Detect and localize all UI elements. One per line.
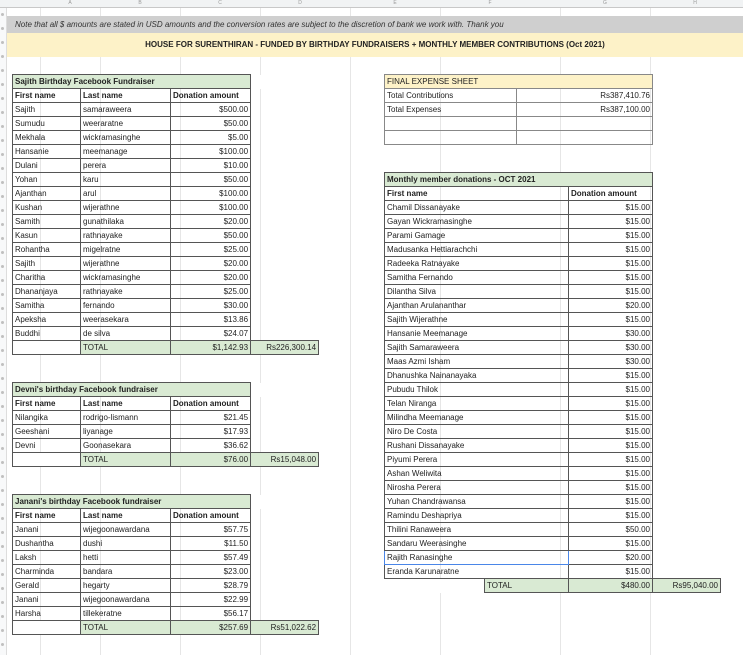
table-row (13, 257, 319, 271)
first-name-cell[interactable]: Dhananjaya (13, 285, 81, 299)
table-row (13, 187, 319, 201)
last-name-cell[interactable]: rathnayake (81, 285, 171, 299)
donation-amount-cell[interactable]: $57.49 (171, 551, 251, 565)
column-header-d[interactable]: D (298, 0, 302, 6)
donation-amount-cell[interactable]: $15.00 (569, 313, 653, 327)
first-name-cell[interactable]: Samith (13, 215, 81, 229)
disclaimer-note[interactable]: Note that all $ amounts are stated in USD amounts and the conversion rates are subject to the discretion of bank we work with. Thank you (7, 16, 743, 33)
row-marker (1, 615, 4, 618)
table-row (13, 271, 319, 285)
donation-amount-cell[interactable]: $50.00 (171, 229, 251, 243)
col-header-donation-amount[interactable]: Donation amount (171, 89, 251, 103)
last-name-cell[interactable]: wijegoonawardana (81, 593, 171, 607)
table-row (385, 299, 721, 313)
sajith-fundraiser-table (12, 74, 319, 355)
last-name-cell[interactable]: migelratne (81, 243, 171, 257)
last-name-cell[interactable]: liyanage (81, 425, 171, 439)
row-marker (1, 601, 4, 604)
donation-amount-cell[interactable]: $15.00 (569, 537, 653, 551)
donation-amount-cell[interactable]: $28.79 (171, 579, 251, 593)
table-row (385, 103, 653, 117)
donation-amount-cell[interactable]: $500.00 (171, 103, 251, 117)
row-marker (1, 461, 4, 464)
row-marker (1, 517, 4, 520)
col-header-first-name[interactable]: First name (13, 89, 81, 103)
sajith-rows (13, 103, 319, 341)
expense-label-cell[interactable]: Total Contributions (385, 89, 517, 103)
member-name-cell[interactable]: Samitha Fernando (385, 271, 569, 285)
last-name-cell[interactable]: wijegoonawardana (81, 523, 171, 537)
row-marker (1, 433, 4, 436)
donation-amount-cell[interactable]: $20.00 (171, 271, 251, 285)
row-marker (1, 125, 4, 128)
col-header-last-name[interactable]: Last name (81, 397, 171, 411)
total-label[interactable]: TOTAL (81, 621, 171, 635)
table-row (385, 467, 721, 481)
donation-amount-cell[interactable]: $23.00 (171, 565, 251, 579)
donation-amount-cell[interactable]: $50.00 (171, 173, 251, 187)
column-header-a[interactable]: A (68, 0, 72, 6)
table-row (385, 551, 721, 565)
donation-amount-cell[interactable]: $15.00 (569, 257, 653, 271)
row-marker (1, 545, 4, 548)
last-name-cell[interactable]: perera (81, 159, 171, 173)
last-name-cell[interactable]: de silva (81, 327, 171, 341)
donation-amount-cell[interactable]: $100.00 (171, 145, 251, 159)
expense-label-cell[interactable]: Total Expenses (385, 103, 517, 117)
donation-amount-cell[interactable]: $36.62 (171, 439, 251, 453)
table-row (13, 201, 319, 215)
donation-amount-cell[interactable]: $100.00 (171, 187, 251, 201)
row-marker (1, 307, 4, 310)
donation-amount-cell[interactable]: $15.00 (569, 243, 653, 257)
row-marker (1, 363, 4, 366)
first-name-cell[interactable]: Nilangika (13, 411, 81, 425)
final-expense-rows (385, 89, 653, 117)
table-row (13, 565, 319, 579)
member-name-cell[interactable]: Sandaru Weerasinghe (385, 537, 569, 551)
last-name-cell[interactable]: gunathilaka (81, 215, 171, 229)
table-row (13, 551, 319, 565)
total-label[interactable]: TOTAL (485, 579, 569, 593)
donation-amount-cell[interactable]: $15.00 (569, 411, 653, 425)
empty-cell[interactable] (517, 131, 653, 145)
member-name-cell[interactable]: Ajanthan Arulananthar (385, 299, 569, 313)
table-row (13, 313, 319, 327)
row-marker (1, 587, 4, 590)
first-name-cell[interactable]: Charminda (13, 565, 81, 579)
last-name-cell[interactable]: wijerathne (81, 257, 171, 271)
member-name-cell[interactable]: Eranda Karunaratne (385, 565, 569, 579)
row-marker (1, 153, 4, 156)
table-row (385, 537, 721, 551)
first-name-cell[interactable]: Mekhala (13, 131, 81, 145)
table-row (13, 579, 319, 593)
janani-rows (13, 523, 319, 621)
col-header-first-name[interactable]: First name (385, 187, 569, 201)
total-lkr[interactable]: Rs15,048.00 (251, 453, 319, 467)
donation-amount-cell[interactable]: $20.00 (171, 257, 251, 271)
row-gutter (0, 8, 7, 655)
total-usd[interactable]: $76.00 (171, 453, 251, 467)
member-name-cell[interactable]: Telan Niranga (385, 397, 569, 411)
table-row (385, 243, 721, 257)
last-name-cell[interactable]: hetti (81, 551, 171, 565)
row-marker (1, 181, 4, 184)
first-name-cell[interactable]: Kasun (13, 229, 81, 243)
table-row (13, 215, 319, 229)
first-name-cell[interactable]: Janani (13, 523, 81, 537)
table-row (385, 565, 721, 579)
col-header-last-name[interactable]: Last name (81, 509, 171, 523)
table-row (13, 411, 319, 425)
member-name-cell[interactable]: Nirosha Perera (385, 481, 569, 495)
column-header-c[interactable]: C (218, 0, 222, 6)
expense-value-cell[interactable]: Rs387,100.00 (517, 103, 653, 117)
empty-cell[interactable] (385, 117, 517, 131)
table-row (13, 131, 319, 145)
first-name-cell[interactable]: Hansanie (13, 145, 81, 159)
donation-amount-cell[interactable]: $15.00 (569, 215, 653, 229)
donation-amount-cell[interactable]: $5.00 (171, 131, 251, 145)
member-name-cell[interactable]: Rushani Dissanayake (385, 439, 569, 453)
col-header-last-name[interactable]: Last name (81, 89, 171, 103)
table-row (13, 243, 319, 257)
table-row (385, 481, 721, 495)
table-row (13, 145, 319, 159)
donation-amount-cell[interactable]: $30.00 (171, 299, 251, 313)
donation-amount-cell[interactable]: $15.00 (569, 439, 653, 453)
row-marker (1, 447, 4, 450)
devni-rows (13, 411, 319, 453)
row-marker (1, 643, 4, 646)
row-marker (1, 573, 4, 576)
member-name-cell[interactable]: Pubudu Thilok (385, 383, 569, 397)
monthly-table-title[interactable]: Monthly member donations - OCT 2021 (385, 173, 653, 187)
row-marker (1, 405, 4, 408)
donation-amount-cell[interactable]: $15.00 (569, 509, 653, 523)
donation-amount-cell[interactable]: $13.86 (171, 313, 251, 327)
donation-amount-cell[interactable]: $11.50 (171, 537, 251, 551)
table-row (385, 257, 721, 271)
monthly-rows (385, 201, 721, 579)
row-marker (1, 111, 4, 114)
donation-amount-cell[interactable]: $15.00 (569, 467, 653, 481)
row-marker (1, 391, 4, 394)
sajith-table-title[interactable]: Sajith Birthday Facebook Fundraiser (13, 75, 251, 89)
table-row (13, 285, 319, 299)
donation-amount-cell[interactable]: $15.00 (569, 495, 653, 509)
column-header-e[interactable]: E (393, 0, 397, 6)
member-name-cell[interactable]: Rajith Ranasinghe (385, 551, 569, 565)
donation-amount-cell[interactable]: $50.00 (171, 117, 251, 131)
table-row (13, 523, 319, 537)
row-marker (1, 321, 4, 324)
row-marker (1, 27, 4, 30)
table-row (385, 439, 721, 453)
last-name-cell[interactable]: rathnayake (81, 229, 171, 243)
member-name-cell[interactable]: Niro De Costa (385, 425, 569, 439)
donation-amount-cell[interactable]: $15.00 (569, 383, 653, 397)
donation-amount-cell[interactable]: $15.00 (569, 453, 653, 467)
column-header-bar (0, 0, 743, 8)
row-marker (1, 69, 4, 72)
donation-amount-cell[interactable]: $15.00 (569, 369, 653, 383)
first-name-cell[interactable]: Samitha (13, 299, 81, 313)
first-name-cell[interactable]: Gerald (13, 579, 81, 593)
donation-amount-cell[interactable]: $30.00 (569, 327, 653, 341)
donation-amount-cell[interactable]: $25.00 (171, 285, 251, 299)
last-name-cell[interactable]: karu (81, 173, 171, 187)
row-marker (1, 265, 4, 268)
first-name-cell[interactable]: Apeksha (13, 313, 81, 327)
table-row (385, 201, 721, 215)
table-row (13, 425, 319, 439)
empty-cell[interactable] (517, 117, 653, 131)
donation-amount-cell[interactable]: $15.00 (569, 565, 653, 579)
col-header-first-name[interactable]: First name (13, 397, 81, 411)
final-expense-title[interactable]: FINAL EXPENSE SHEET (385, 75, 653, 89)
donation-amount-cell[interactable]: $15.00 (569, 425, 653, 439)
last-name-cell[interactable]: wijerathne (81, 201, 171, 215)
first-name-cell[interactable]: Janani (13, 593, 81, 607)
last-name-cell[interactable]: wickramasinghe (81, 131, 171, 145)
row-marker (1, 167, 4, 170)
row-marker (1, 195, 4, 198)
first-name-cell[interactable]: Yohan (13, 173, 81, 187)
member-name-cell[interactable]: Dilantha Silva (385, 285, 569, 299)
table-row (13, 537, 319, 551)
first-name-cell[interactable]: Rohantha (13, 243, 81, 257)
donation-amount-cell[interactable]: $15.00 (569, 271, 653, 285)
donation-amount-cell[interactable]: $25.00 (171, 243, 251, 257)
donation-amount-cell[interactable]: $21.45 (171, 411, 251, 425)
row-marker (1, 223, 4, 226)
first-name-cell[interactable]: Sumudu (13, 117, 81, 131)
table-row (385, 341, 721, 355)
member-name-cell[interactable]: Ashan Weliwita (385, 467, 569, 481)
column-header-f[interactable]: F (488, 0, 492, 6)
member-name-cell[interactable]: Milindha Meemanage (385, 411, 569, 425)
row-marker (1, 559, 4, 562)
total-lkr[interactable]: Rs95,040.00 (653, 579, 721, 593)
total-usd[interactable]: $257.69 (171, 621, 251, 635)
row-marker (1, 377, 4, 380)
first-name-cell[interactable]: Buddhi (13, 327, 81, 341)
member-name-cell[interactable]: Thilini Ranaweera (385, 523, 569, 537)
last-name-cell[interactable]: rodrigo-lismann (81, 411, 171, 425)
row-marker (1, 279, 4, 282)
sheet-title[interactable]: HOUSE FOR SURENTHIRAN - FUNDED BY BIRTHDAY FUNDRAISERS + MONTHLY MEMBER CONTRIBUTIONS (Oct 2021) (7, 33, 743, 57)
table-row (385, 411, 721, 425)
member-name-cell[interactable]: Dhanushka Nainanayaka (385, 369, 569, 383)
total-label[interactable]: TOTAL (81, 453, 171, 467)
last-name-cell[interactable]: arul (81, 187, 171, 201)
member-name-cell[interactable]: Madusanka Hettiarachchi (385, 243, 569, 257)
last-name-cell[interactable]: weeraratne (81, 117, 171, 131)
member-name-cell[interactable]: Hansanie Meemanage (385, 327, 569, 341)
table-row (385, 383, 721, 397)
column-header-g[interactable]: G (603, 0, 607, 6)
last-name-cell[interactable]: fernando (81, 299, 171, 313)
col-header-first-name[interactable]: First name (13, 509, 81, 523)
table-row (385, 425, 721, 439)
total-label[interactable]: TOTAL (81, 341, 171, 355)
donation-amount-cell[interactable]: $56.17 (171, 607, 251, 621)
table-row (13, 117, 319, 131)
donation-amount-cell[interactable]: $20.00 (569, 551, 653, 565)
last-name-cell[interactable]: weerasekara (81, 313, 171, 327)
grid-line (350, 8, 351, 655)
table-row (385, 89, 653, 103)
table-row (385, 313, 721, 327)
row-marker (1, 41, 4, 44)
donation-amount-cell[interactable]: $30.00 (569, 341, 653, 355)
member-name-cell[interactable]: Radeeka Ratnayake (385, 257, 569, 271)
donation-amount-cell[interactable]: $15.00 (569, 397, 653, 411)
donation-amount-cell[interactable]: $10.00 (171, 159, 251, 173)
table-row (13, 159, 319, 173)
donation-amount-cell[interactable]: $15.00 (569, 229, 653, 243)
monthly-donations-table (384, 172, 721, 593)
member-name-cell[interactable]: Sajith Samaraweera (385, 341, 569, 355)
devni-table-title[interactable]: Devni's birthday Facebook fundraiser (13, 383, 251, 397)
member-name-cell[interactable]: Parami Gamage (385, 229, 569, 243)
donation-amount-cell[interactable]: $57.75 (171, 523, 251, 537)
row-marker (1, 419, 4, 422)
row-marker (1, 475, 4, 478)
member-name-cell[interactable]: Chamil Dissanayake (385, 201, 569, 215)
last-name-cell[interactable]: Goonasekara (81, 439, 171, 453)
first-name-cell[interactable]: Dushantha (13, 537, 81, 551)
total-lkr[interactable]: Rs51,022.62 (251, 621, 319, 635)
row-marker (1, 139, 4, 142)
member-name-cell[interactable]: Sajith Wijerathne (385, 313, 569, 327)
col-header-donation-amount[interactable]: Donation amount (171, 397, 251, 411)
first-name-cell[interactable]: Sajith (13, 257, 81, 271)
column-header-b[interactable]: B (138, 0, 142, 6)
row-marker (1, 531, 4, 534)
table-row (13, 173, 319, 187)
row-marker (1, 349, 4, 352)
table-row (13, 607, 319, 621)
table-row (13, 327, 319, 341)
table-row (385, 453, 721, 467)
first-name-cell[interactable]: Sajith (13, 103, 81, 117)
col-header-donation-amount[interactable]: Donation amount (569, 187, 653, 201)
row-marker (1, 293, 4, 296)
first-name-cell[interactable]: Kushan (13, 201, 81, 215)
row-marker (1, 251, 4, 254)
table-row (385, 215, 721, 229)
donation-amount-cell[interactable]: $50.00 (569, 523, 653, 537)
final-expense-table (384, 74, 653, 145)
table-row (385, 285, 721, 299)
row-marker (1, 209, 4, 212)
table-row (385, 369, 721, 383)
first-name-cell[interactable]: Charitha (13, 271, 81, 285)
last-name-cell[interactable]: wickramasinghe (81, 271, 171, 285)
first-name-cell[interactable]: Devni (13, 439, 81, 453)
member-name-cell[interactable]: Yuhan Chandrawansa (385, 495, 569, 509)
last-name-cell[interactable]: bandara (81, 565, 171, 579)
column-header-h[interactable]: H (693, 0, 697, 6)
empty-cell[interactable] (385, 131, 517, 145)
row-marker (1, 335, 4, 338)
row-marker (1, 629, 4, 632)
last-name-cell[interactable]: dushi (81, 537, 171, 551)
total-usd[interactable]: $1,142.93 (171, 341, 251, 355)
table-row (385, 397, 721, 411)
member-name-cell[interactable]: Ramindu Deshapriya (385, 509, 569, 523)
table-row (13, 299, 319, 313)
table-row (385, 523, 721, 537)
expense-value-cell[interactable]: Rs387,410.76 (517, 89, 653, 103)
table-row (385, 495, 721, 509)
donation-amount-cell[interactable]: $30.00 (569, 355, 653, 369)
table-row (385, 327, 721, 341)
table-row (13, 593, 319, 607)
first-name-cell[interactable]: Geeshani (13, 425, 81, 439)
row-marker (1, 55, 4, 58)
donation-amount-cell[interactable]: $15.00 (569, 481, 653, 495)
col-header-donation-amount[interactable]: Donation amount (171, 509, 251, 523)
donation-amount-cell[interactable]: $20.00 (171, 215, 251, 229)
donation-amount-cell[interactable]: $24.07 (171, 327, 251, 341)
row-marker (1, 83, 4, 86)
table-row (13, 229, 319, 243)
first-name-cell[interactable]: Dulani (13, 159, 81, 173)
last-name-cell[interactable]: tillekeratne (81, 607, 171, 621)
member-name-cell[interactable]: Gayan Wickramasinghe (385, 215, 569, 229)
table-row (13, 439, 319, 453)
donation-amount-cell[interactable]: $17.93 (171, 425, 251, 439)
table-row (385, 509, 721, 523)
last-name-cell[interactable]: meemanage (81, 145, 171, 159)
row-marker (1, 237, 4, 240)
row-marker (1, 503, 4, 506)
first-name-cell[interactable]: Harsha (13, 607, 81, 621)
table-row (385, 229, 721, 243)
table-row (385, 355, 721, 369)
devni-fundraiser-table (12, 382, 319, 467)
table-row (385, 271, 721, 285)
last-name-cell[interactable]: hegarty (81, 579, 171, 593)
donation-amount-cell[interactable]: $100.00 (171, 201, 251, 215)
first-name-cell[interactable]: Ajanthan (13, 187, 81, 201)
janani-fundraiser-table (12, 494, 319, 635)
total-lkr[interactable]: Rs226,300.14 (251, 341, 319, 355)
janani-table-title[interactable]: Janani's birthday Facebook fundraiser (13, 495, 251, 509)
first-name-cell[interactable]: Laksh (13, 551, 81, 565)
total-usd[interactable]: $480.00 (569, 579, 653, 593)
table-row (13, 103, 319, 117)
row-marker (1, 97, 4, 100)
row-marker (1, 13, 4, 16)
member-name-cell[interactable]: Piyumi Perera (385, 453, 569, 467)
last-name-cell[interactable]: samaraweera (81, 103, 171, 117)
member-name-cell[interactable]: Maas Azmi Isham (385, 355, 569, 369)
donation-amount-cell[interactable]: $20.00 (569, 299, 653, 313)
donation-amount-cell[interactable]: $22.99 (171, 593, 251, 607)
row-marker (1, 489, 4, 492)
donation-amount-cell[interactable]: $15.00 (569, 285, 653, 299)
donation-amount-cell[interactable]: $15.00 (569, 201, 653, 215)
